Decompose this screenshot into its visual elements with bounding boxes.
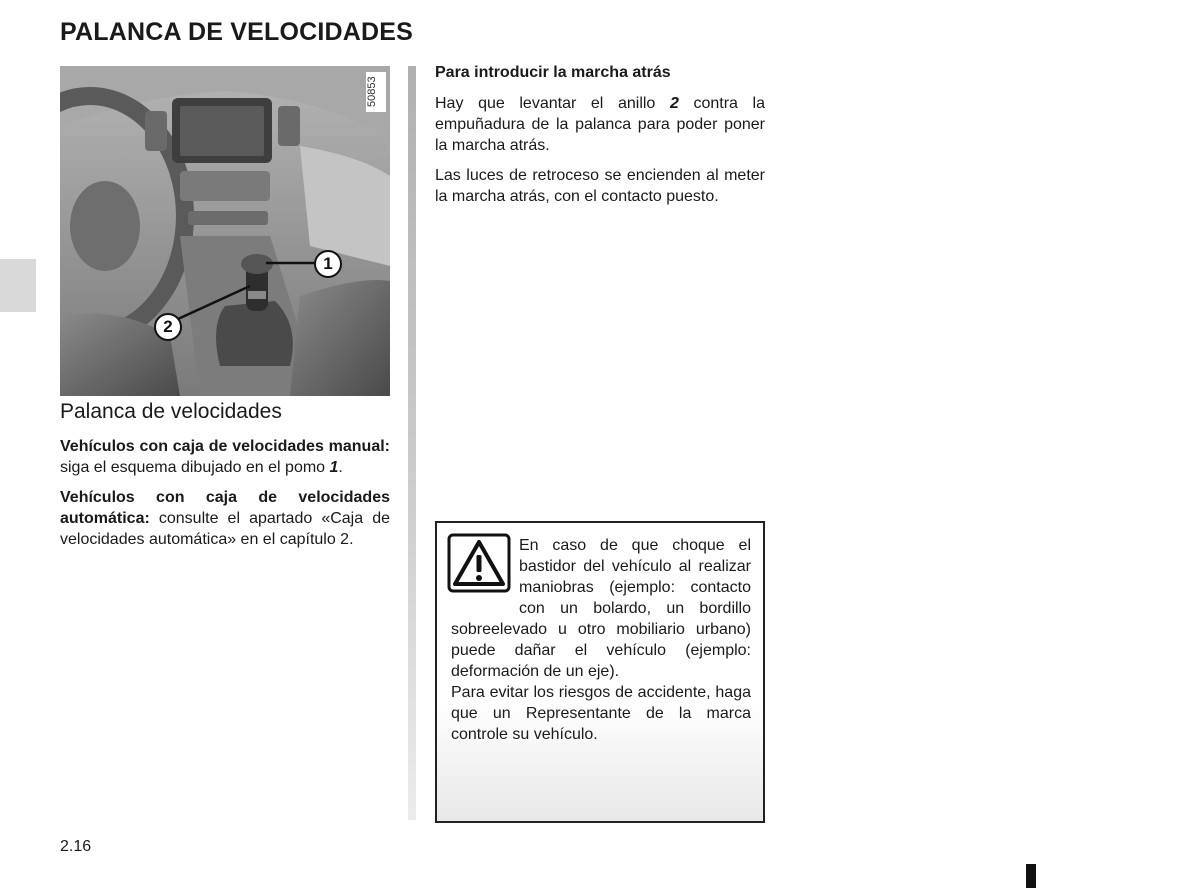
- page-number: 2.16: [60, 838, 92, 855]
- right-column: [435, 62, 765, 216]
- automatic-gearbox-paragraph: [60, 487, 390, 550]
- manual-gearbox-label: Vehículos con caja de velocidades manual:: [60, 438, 390, 455]
- reverse-gear-text-start: Hay que levantar el anillo: [435, 95, 670, 112]
- gear-lever-illustration: [60, 66, 390, 396]
- section-heading: Palanca de velocidades: [60, 400, 282, 423]
- warning-text-2: Para evitar los riesgos de accidente, haga que un Representante de la marca controle su vehículo.: [451, 684, 751, 743]
- warning-text-1: En caso de que choque el bastidor del vehículo al realizar maniobras (ejemplo: contacto con un bolardo, un bordillo sobreelevado u otro mobiliario urbano) puede dañar el vehículo (ejemplo: deformación de un eje).: [451, 537, 751, 680]
- left-column: [60, 400, 390, 559]
- reverse-lights-paragraph: Las luces de retroceso se encienden al meter la marcha atrás, con el contacto puesto.: [435, 167, 765, 205]
- reverse-gear-paragraph: [435, 93, 765, 156]
- reverse-gear-text-end: contra la empuñadura de la palanca para poder poner la marcha atrás.: [435, 95, 766, 154]
- page-title: PALANCA DE VELOCIDADES: [60, 18, 414, 46]
- warning-text: [451, 535, 751, 745]
- reverse-gear-heading: Para introducir la marcha atrás: [435, 64, 671, 81]
- manual-gearbox-paragraph: [60, 436, 390, 478]
- end-of-section-mark: [1026, 864, 1036, 888]
- callout-1: 1: [314, 250, 342, 278]
- automatic-gearbox-label: Vehículos con caja de velocidades automática:: [60, 489, 390, 527]
- automatic-gearbox-text: consulte el apartado «Caja de velocidades automática» en el capítulo 2.: [60, 510, 390, 548]
- manual-gearbox-text: siga el esquema dibujado en el pomo: [60, 459, 330, 476]
- knob-reference: 1: [329, 459, 339, 476]
- chapter-tab: [0, 259, 36, 312]
- column-divider: [408, 66, 416, 820]
- figure-code: 50853: [366, 72, 386, 112]
- manual-gearbox-end: .: [338, 459, 343, 476]
- warning-box: [435, 521, 765, 823]
- callout-2: 2: [154, 313, 182, 341]
- ring-reference: 2: [669, 95, 679, 112]
